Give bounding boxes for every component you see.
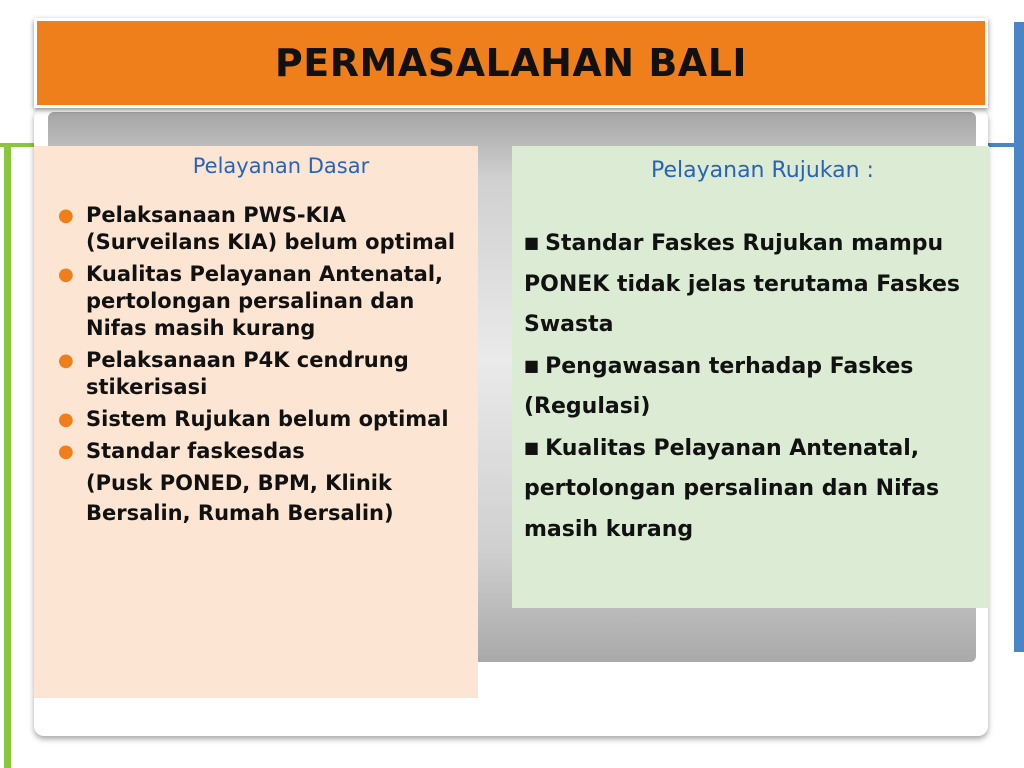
list-item: ■ Standar Faskes Rujukan mampu PONEK tidak jelas terutama Faskes Swasta: [524, 231, 960, 337]
bullet-dot-icon: ●: [58, 350, 74, 371]
list-item: ● Pelaksanaan P4K cendrung stikerisasi: [58, 348, 409, 399]
left-bullet-list: [54, 202, 468, 465]
list-item: ■ Kualitas Pelayanan Antenatal, pertolongan persalinan dan Nifas masih kurang: [524, 435, 940, 542]
bullet-dot-icon: ●: [58, 441, 74, 462]
pelayanan-dasar-box: [34, 146, 478, 698]
list-item: ■ Pengawasan terhadap Faskes (Regulasi): [524, 353, 914, 419]
left-heading: Pelayanan Dasar: [192, 154, 370, 178]
slide-title: PERMASALAHAN BALI: [274, 41, 748, 85]
right-heading: Pelayanan Rujukan :: [651, 158, 874, 183]
list-item: ● Pelaksanaan PWS-KIA (Surveilans KIA) belum optimal: [58, 203, 456, 254]
blue-accent-bar: [1014, 22, 1024, 652]
square-bullet-icon: ■: [524, 437, 540, 457]
bullet-dot-icon: ●: [58, 205, 74, 226]
list-item: ● Standar faskesdas: [58, 439, 305, 463]
left-note: (Pusk PONED, BPM, Klinik Bersalin, Rumah Bersalin): [86, 471, 394, 525]
bullet-dot-icon: ●: [58, 409, 74, 430]
square-bullet-icon: ■: [524, 355, 540, 375]
list-item: ● Sistem Rujukan belum optimal: [58, 407, 449, 431]
title-bar: [34, 18, 988, 108]
square-bullet-icon: ■: [524, 233, 540, 252]
green-accent-bar: [4, 147, 11, 768]
pelayanan-rujukan-box: [512, 146, 989, 608]
list-item: ● Kualitas Pelayanan Antenatal, pertolongan persalinan dan Nifas masih kurang: [58, 262, 444, 340]
bullet-dot-icon: ●: [58, 264, 74, 285]
